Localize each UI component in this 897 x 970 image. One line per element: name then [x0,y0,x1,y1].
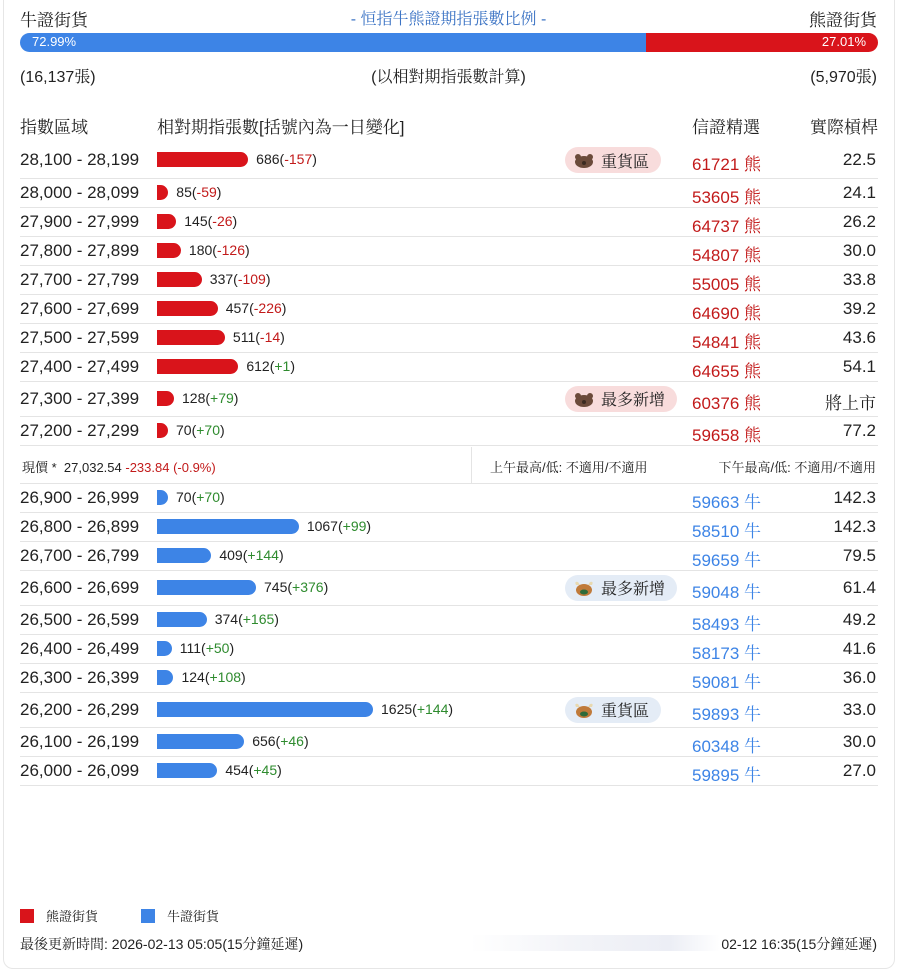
contracts-value: 656 [252,732,276,749]
contracts-value: 70 [176,488,192,505]
contracts-value: 85 [176,183,192,200]
bull-warrant-code-link[interactable]: 59893 牛 [692,704,761,724]
contracts-value: 180 [188,241,213,258]
current-price-change: -233.84 (-0.9%) [125,460,216,475]
column-header-leverage: 實際槓桿 [810,118,878,137]
bull-warrant-code-link[interactable]: 58493 牛 [692,614,761,634]
daily-change: -109 [237,270,266,287]
contracts-value: 612 [246,357,270,374]
contracts-value: 337 [209,270,234,287]
bear-contracts-bar [157,359,238,374]
contracts-value: 511 [232,328,256,345]
index-range: 26,500 - 26,599 [20,609,140,629]
contracts-label: 70(+70) [176,488,225,505]
last-updated: 最後更新時間: 2026-02-13 05:05(15分鐘延遲) [20,936,304,952]
bull-highlight-badge [565,697,661,723]
index-range: 26,400 - 26,499 [20,638,140,658]
contracts-label: 409(+144) [219,546,284,563]
current-price [22,457,216,476]
badge-label: 重貨區 [601,153,650,171]
bull-bear-ratio-bar [20,33,878,52]
effective-leverage: 41.6 [842,638,876,658]
bear-contracts-bar [157,152,248,167]
bear-ratio-percent: 27.01% [821,34,866,49]
bear-highlight-badge [565,147,661,173]
bull-contracts-bar [157,490,168,505]
index-range: 27,300 - 27,399 [20,388,140,408]
bear-warrant-code-link[interactable]: 60376 熊 [692,393,761,413]
contracts-label: 124(+108) [181,668,246,685]
index-range: 26,900 - 26,999 [20,487,140,507]
index-range: 27,900 - 27,999 [20,211,140,231]
bull-icon [573,580,601,596]
bull-highlight-badge [565,575,677,601]
contracts-label: 337(-109) [209,270,271,287]
daily-change: -26 [212,212,233,229]
bear-row [20,207,878,237]
bear-contracts-bar [157,423,168,438]
index-range: 27,400 - 27,499 [20,356,140,376]
effective-leverage: 61.4 [842,577,876,597]
price-divider [471,447,472,483]
legend-bear-swatch [20,909,34,923]
bear-warrant-code-link[interactable]: 64690 熊 [692,303,761,323]
bull-row [20,605,878,635]
badge-label: 重貨區 [601,703,650,720]
bull-contracts-bar [157,734,244,749]
column-header-range: 指數區域 [20,118,88,137]
bull-contracts-bar [157,763,217,778]
bull-ratio-percent: 72.99% [32,34,77,49]
bear-icon [573,391,601,407]
contracts-label: 656(+46) [252,732,309,749]
contracts-label: 511(-14) [232,328,285,345]
contracts-value: 374 [214,610,239,627]
daily-change: +165 [242,610,275,627]
effective-leverage: 26.2 [842,211,876,231]
bear-warrant-code-link[interactable]: 59658 熊 [692,425,761,445]
bear-contracts-bar [157,391,174,406]
bear-warrant-code-link[interactable]: 64655 熊 [692,361,761,381]
index-range: 27,700 - 27,799 [20,269,140,289]
bear-row [20,416,878,446]
contracts-label: 1067(+99) [306,517,372,534]
daily-change: -14 [259,328,281,345]
bull-contracts-bar [157,548,211,563]
effective-leverage: 142.3 [833,516,876,536]
current-price-label: 現價 * [22,460,57,475]
bull-warrant-code-link[interactable]: 60348 牛 [692,736,761,756]
effective-leverage: 24.1 [842,182,876,202]
badge-label: 最多新增 [601,392,666,409]
bear-contracts-bar [157,243,181,258]
contracts-label: 111(+50) [179,639,235,656]
bear-warrant-code-link[interactable]: 64737 熊 [692,216,761,236]
contracts-value: 70 [176,421,192,438]
contracts-value: 124 [181,668,205,685]
contracts-value: 128 [182,389,206,406]
contracts-value: 1067 [306,517,338,534]
bear-row [20,236,878,266]
daily-change: +70 [196,421,220,438]
count-basis-note: (以相對期指張數計算) [371,69,526,86]
contracts-label: 85(-59) [176,183,222,200]
bear-row [20,294,878,324]
bear-highlight-badge [565,386,677,412]
bull-contracts-bar [157,612,207,627]
bull-warrant-code-link[interactable]: 59081 牛 [692,672,761,692]
contracts-label: 457(-226) [225,299,287,316]
contracts-value: 745 [264,578,288,595]
bear-contracts-bar [157,185,168,200]
bear-warrant-code-link[interactable]: 54841 熊 [692,332,761,352]
daily-change: -126 [216,241,245,258]
effective-leverage: 43.6 [842,327,876,347]
bear-warrant-code-link[interactable]: 54807 熊 [692,245,761,265]
effective-leverage: 30.0 [842,240,876,260]
daily-change: +45 [253,761,278,778]
daily-change: -226 [253,299,282,316]
effective-leverage: 將上市 [825,393,876,413]
bull-warrant-code-link[interactable]: 59895 牛 [692,765,761,785]
contracts-value: 111 [179,639,202,656]
bull-row [20,512,878,542]
index-range: 28,100 - 28,199 [20,150,140,169]
effective-leverage: 77.2 [842,420,876,440]
bull-row [20,483,878,513]
bull-warrant-code-link[interactable]: 59663 牛 [692,492,761,512]
daily-change: +99 [342,517,367,534]
last-updated-right: 02-12 16:35(15分鐘延遲) [721,936,877,952]
bull-row [20,692,878,728]
daily-change: +108 [209,668,242,685]
effective-leverage: 39.2 [842,298,876,318]
bear-contract-count: (5,970張) [810,69,877,86]
bear-contracts-bar [157,214,176,229]
index-range: 27,800 - 27,899 [20,240,140,260]
bear-row [20,265,878,295]
effective-leverage: 27.0 [842,760,876,780]
daily-change: +144 [416,700,449,717]
effective-leverage: 49.2 [842,609,876,629]
contracts-label: 1625(+144) [381,700,454,717]
bull-warrant-code-link[interactable]: 58173 牛 [692,643,761,663]
contracts-value: 1625 [381,700,413,717]
legend-bull-label: 牛證街貨 [167,909,220,924]
bull-row [20,663,878,693]
bull-warrant-code-link[interactable]: 58510 牛 [692,521,761,541]
index-range: 26,600 - 26,699 [20,577,140,597]
bull-contracts-bar [157,519,299,534]
daily-change: +376 [292,578,324,595]
bull-warrant-code-link[interactable]: 59659 牛 [692,550,761,570]
index-range: 26,100 - 26,199 [20,731,140,751]
afternoon-high-low: 下午最高/低: 不適用/不適用 [718,460,876,475]
legend-bear [20,906,98,925]
bear-contracts-bar [157,330,225,345]
index-range: 27,200 - 27,299 [20,420,140,440]
bear-row [20,352,878,382]
bull-row [20,634,878,664]
contracts-label: 128(+79) [182,389,239,406]
effective-leverage: 142.3 [833,487,876,507]
bull-warrant-code-link[interactable]: 59048 牛 [692,582,761,602]
current-price-value: 27,032.54 [63,460,122,475]
bear-warrant-code-link[interactable]: 61721 熊 [692,155,761,174]
contracts-value: 454 [225,761,249,778]
chart-title: - 恒指牛熊證期指張數比例 - [350,11,547,28]
bear-ratio-segment [646,33,878,52]
index-range: 26,700 - 26,799 [20,545,140,565]
contracts-label: 454(+45) [225,761,282,778]
daily-change: +144 [247,546,279,563]
daily-change: +1 [274,357,291,374]
bull-ratio-segment [20,33,646,52]
bear-row [20,323,878,353]
index-range: 27,600 - 27,699 [20,298,140,318]
contracts-label: 180(-126) [188,241,250,258]
bear-contracts-bar [157,301,218,316]
current-price-row [20,447,878,484]
bull-row [20,727,878,757]
bull-row [20,570,878,606]
bull-contracts-bar [157,641,172,656]
contracts-label: 374(+165) [214,610,279,627]
bull-contracts-bar [157,670,173,685]
effective-leverage: 54.1 [842,356,876,376]
index-range: 26,800 - 26,899 [20,516,140,536]
bear-outstanding-label: 熊證街貨 [809,11,877,30]
bear-contracts-bar [157,272,202,287]
effective-leverage: 79.5 [842,545,876,565]
daily-change: +79 [210,389,234,406]
legend-bull [141,906,219,925]
daily-change: +50 [205,639,230,656]
effective-leverage: 33.0 [842,699,876,719]
daily-change: +46 [280,732,304,749]
contracts-value: 457 [225,299,250,316]
contracts-label: 686(-157) [256,151,317,167]
daily-change: -157 [284,151,313,167]
bear-row [20,142,878,179]
contracts-label: 745(+376) [264,578,329,595]
contracts-label: 612(+1) [246,357,296,374]
effective-leverage: 22.5 [842,150,876,169]
contracts-label: 145(-26) [184,212,238,229]
index-range: 26,200 - 26,299 [20,699,140,719]
badge-label: 最多新增 [601,581,666,598]
blurred-region [470,935,720,951]
bear-row [20,178,878,208]
bull-row [20,756,878,786]
daily-change: -59 [196,183,217,200]
contracts-value: 409 [219,546,243,563]
bull-row [20,541,878,571]
effective-leverage: 33.8 [842,269,876,289]
bear-row [20,381,878,417]
contracts-value: 686 [256,151,280,167]
legend-bull-swatch [141,909,155,923]
index-range: 27,500 - 27,599 [20,327,140,347]
bull-icon [573,702,601,718]
bear-warrant-code-link[interactable]: 55005 熊 [692,274,761,294]
morning-high-low: 上午最高/低: 不適用/不適用 [490,460,648,475]
effective-leverage: 36.0 [842,667,876,687]
bull-contracts-bar [157,702,373,717]
contracts-label: 70(+70) [176,421,225,438]
contracts-value: 145 [184,212,208,229]
index-range: 28,000 - 28,099 [20,182,140,202]
daily-change: +70 [196,488,220,505]
index-range: 26,000 - 26,099 [20,760,140,780]
bull-contract-count: (16,137張) [20,69,96,86]
index-range: 26,300 - 26,399 [20,667,140,687]
column-header-contracts: 相對期指張數[括號內為一日變化] [157,118,405,137]
bull-outstanding-label: 牛證街貨 [20,11,88,30]
column-header-selection: 信證精選 [692,118,760,137]
effective-leverage: 30.0 [842,731,876,751]
bear-icon [573,152,601,168]
legend-bear-label: 熊證街貨 [46,909,99,924]
bear-warrant-code-link[interactable]: 53605 熊 [692,187,761,207]
bull-contracts-bar [157,580,256,595]
